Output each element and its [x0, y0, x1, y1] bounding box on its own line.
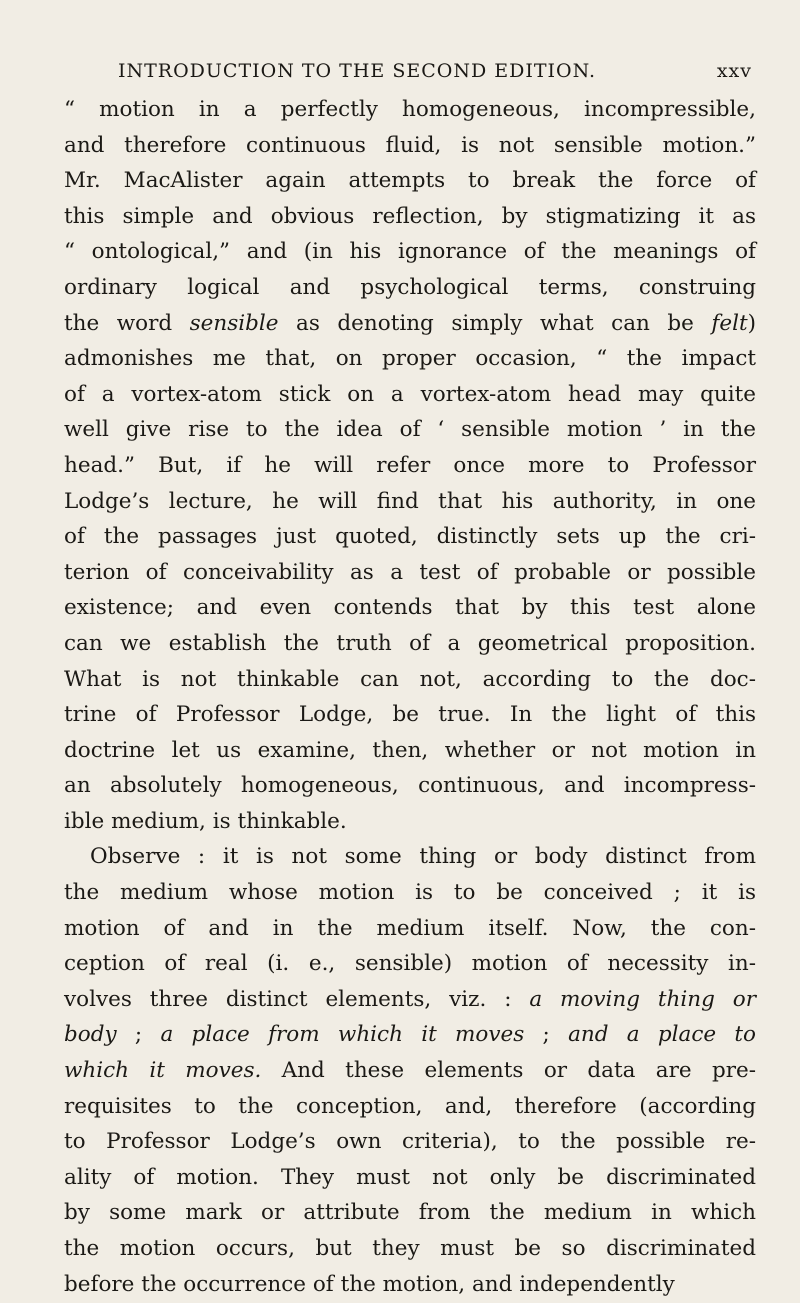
text-line: admonishes me that, on proper occasion, “ the impact [64, 346, 756, 372]
running-header [118, 60, 752, 82]
text-line: What is not thinkable can not, according to the doc- [64, 666, 756, 692]
text-line: ception of real (i. e., sensible) motion of necessity in- [64, 951, 756, 977]
text-line: ible medium, is thinkable. [64, 808, 347, 834]
text-line: the medium whose motion is to be conceived ; it is [64, 880, 756, 906]
text-line: the motion occurs, but they must be so discriminated [64, 1236, 756, 1261]
page-number: xxv [716, 60, 752, 82]
text-line: this simple and obvious reflection, by stigmatizing it as [64, 203, 756, 229]
text-line: requisites to the conception, and, therefore (according [64, 1093, 756, 1119]
text-line: of a vortex-atom stick on a vortex-atom head may quite [64, 381, 756, 407]
text-line: the word sensible as denoting simply what can be felt) [64, 310, 756, 336]
text-line: can we establish the truth of a geometrical proposition. [64, 630, 756, 656]
text-line: of the passages just quoted, distinctly sets up the cri- [64, 524, 756, 550]
text-line: existence; and even contends that by this test alone [64, 595, 756, 621]
text-line: Mr. MacAlister again attempts to break the force of [64, 168, 756, 194]
text-line: Observe : it is not some thing or body distinct from [90, 844, 756, 870]
text-line: and therefore continuous fluid, is not sensible motion.” [64, 132, 756, 158]
text-line: trine of Professor Lodge, be true. In the light of this [64, 702, 756, 728]
text-line: to Professor Lodge’s own criteria), to the possible re- [64, 1129, 756, 1155]
text-line: ality of motion. They must not only be discriminated [64, 1164, 756, 1190]
text-line: motion of and in the medium itself. Now, the con- [64, 915, 756, 941]
text-line: which it moves. And these elements or data are pre- [64, 1058, 756, 1084]
text-line: “ motion in a perfectly homogeneous, incompressible, [64, 97, 756, 122]
text-line: volves three distinct elements, viz. : a moving thing or [64, 986, 756, 1012]
text-line: Lodge’s lecture, he will find that his authority, in one [64, 488, 756, 514]
text-line: an absolutely homogeneous, continuous, and incompress- [64, 773, 756, 799]
text-line: well give rise to the idea of ‘ sensible motion ’ in the [64, 417, 756, 443]
text-line: ordinary logical and psychological terms, construing [64, 274, 756, 300]
text-line: head.” But, if he will refer once more to Professor [64, 452, 756, 478]
text-line: doctrine let us examine, then, whether or not motion in [64, 737, 756, 763]
text-line: before the occurrence of the motion, and independently [64, 1271, 675, 1297]
text-line: terion of conceivability as a test of probable or possible [64, 559, 756, 585]
text-line: body ; a place from which it moves ; and a place to [64, 1022, 757, 1048]
text-line: by some mark or attribute from the medium in which [64, 1200, 756, 1226]
text-line: “ ontological,” and (in his ignorance of the meanings of [64, 239, 756, 265]
header-title: INTRODUCTION TO THE SECOND EDITION. [118, 60, 597, 82]
body-text [64, 92, 756, 1302]
